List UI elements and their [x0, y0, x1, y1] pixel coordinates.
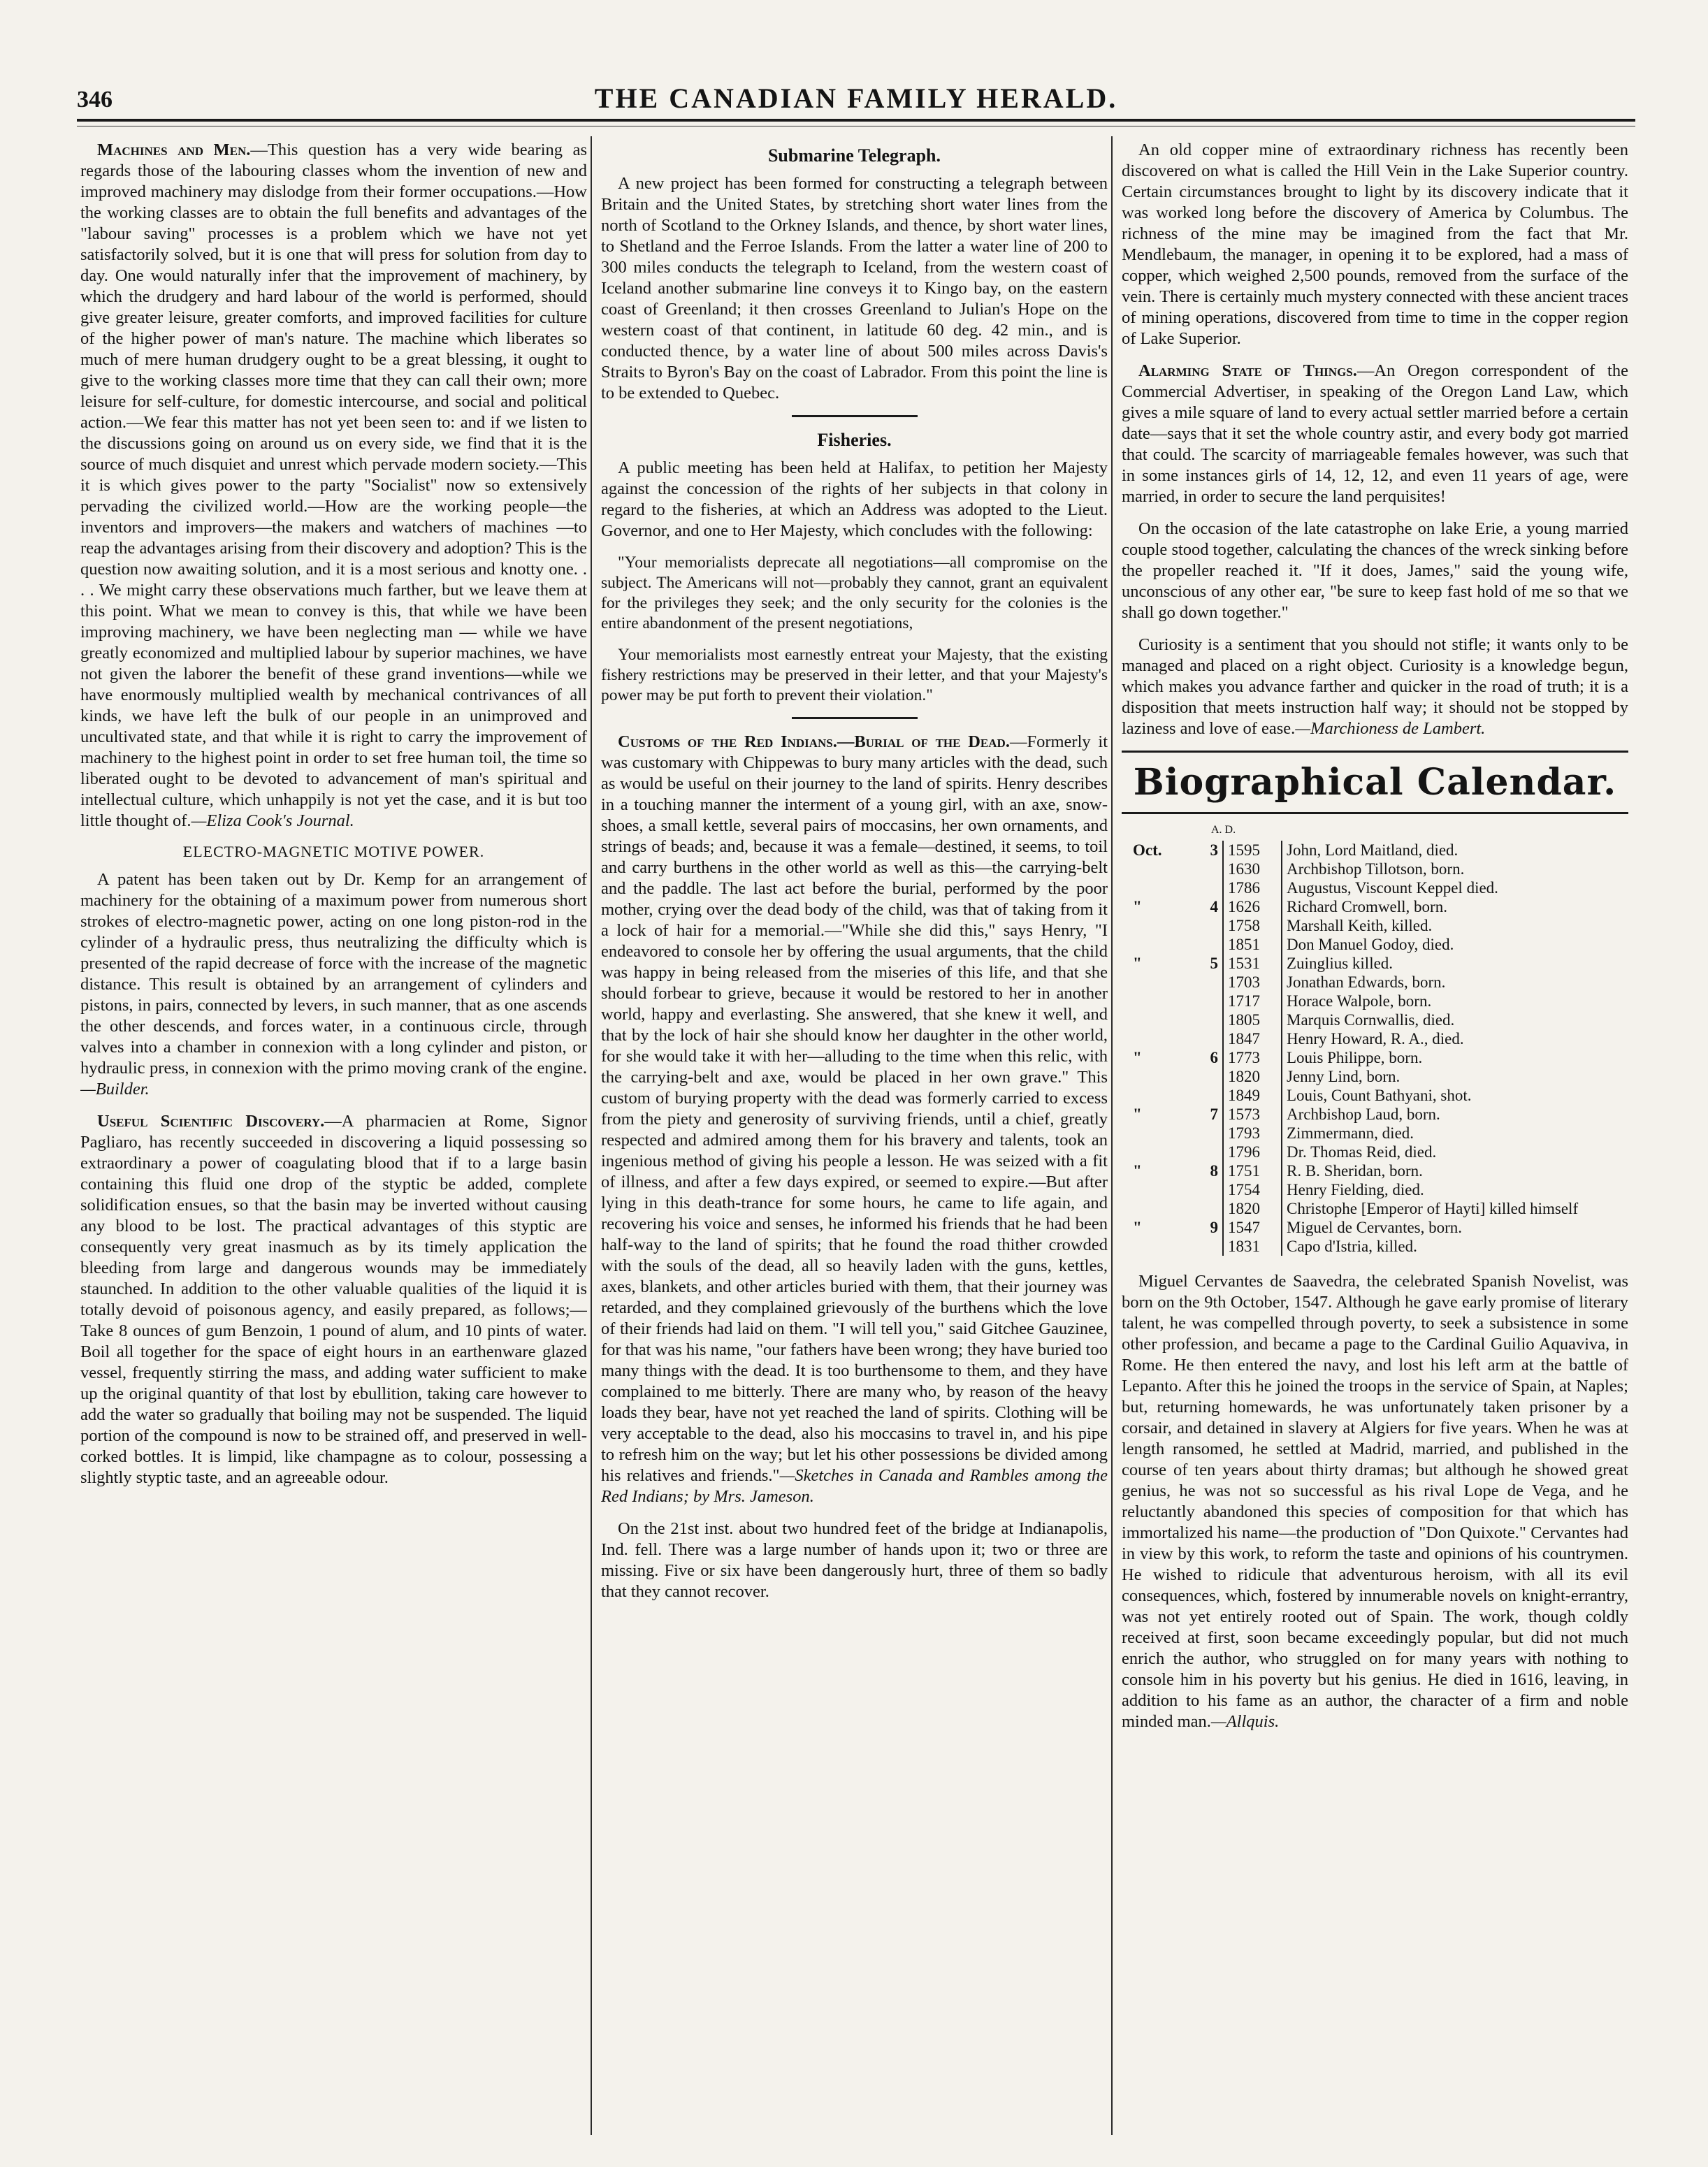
calendar-event: Marquis Cornwallis, died.: [1287, 1011, 1455, 1029]
calendar-year: 1851: [1223, 935, 1282, 954]
calendar-row: [1129, 916, 1619, 935]
calendar-row: [1129, 954, 1619, 973]
article-useful-discovery: [80, 1111, 587, 1488]
article-customs: [601, 732, 1108, 1507]
calendar-month: [1129, 1180, 1186, 1199]
calendar-day: [1186, 1237, 1223, 1256]
article-cervantes: [1122, 1271, 1628, 1732]
calendar-month: [1129, 916, 1186, 935]
calendar-year: 1751: [1223, 1161, 1282, 1180]
calendar-year: 1773: [1223, 1048, 1282, 1067]
calendar-month: [1129, 1237, 1186, 1256]
calendar-day: [1186, 1199, 1223, 1218]
calendar-title: Biographical Calendar.: [1122, 751, 1628, 814]
calendar-year: 1717: [1223, 992, 1282, 1010]
calendar-day: [1186, 973, 1223, 992]
calendar-event: Archbishop Laud, born.: [1287, 1106, 1440, 1123]
calendar-row: [1129, 1029, 1619, 1048]
column-divider: [1111, 136, 1113, 2135]
calendar-event: Don Manuel Godoy, died.: [1287, 936, 1454, 953]
calendar-month: [1129, 1029, 1186, 1048]
article-fisheries: A public meeting has been held at Halifax, to petition her Majesty against the concession of the rights of her subjects in that colony in regard to the fisheries, at which an Address was adopted to the Lieut. Governor, and one to Her Majesty, which concludes with the following:: [601, 458, 1108, 540]
calendar-month: ": [1133, 1049, 1142, 1066]
calendar-event: Marshall Keith, killed.: [1287, 917, 1433, 934]
article-body: —An Oregon correspondent of the Commercial Advertiser, in speaking of the Oregon Land Law, which gives a mile square of land to every actual settler married before a certain date—says that it set the whole country astir, and every body got married that could. The scarcity of marriageable females however, was such that in some instances girls of 14, 12, 12, and even 11 years of age, were married, in order to secure the land perquisites!: [1122, 361, 1628, 506]
page-number: 346: [77, 87, 113, 113]
calendar-row: [1129, 878, 1619, 897]
article-body: Miguel Cervantes de Saavedra, the celebrated Spanish Novelist, was born on the 9th October, 1547. Although he gave early promise of literary talent, he was compelled through poverty, to seek a subsistence in some other profession, and became a page to the Cardinal Guilio Aquaviva, in Rome. He then entered the navy, and lost his left arm at the battle of Lepanto. After this he joined the troops in the service of Spain, at Naples; but, returning homewards, he was unfortunately taken prisoner by a corsair, and detained in slavery at Algiers for five years. When he was at length ransomed, he settled at Madrid, married, and published in the course of ten years about thirty dramas; but although he showed great genius, he was not so successful as his rival Lope de Vega, and he reluctantly abandoned this species of composition for that which has immortalized his name—the production of "Don Quixote." Cervantes had in view by this work, to reform the taste and opinions of his countrymen. He wished to ridicule that adventurous heroism, with all its evil consequences, which, fostered by innumerable novels on knight-errantry, was not yet entirely rooted out of Spain. The work, though coldly received at first, soon became exceedingly popular, but did not much enrich the author, who struggled on for many years with nothing to console him in his poverty but his genius. He died in 1616, leaving, in addition to his fame as an author, the character of a firm and noble minded man.: [1122, 1272, 1628, 1731]
calendar-year: 1547: [1223, 1218, 1282, 1237]
calendar-year: 1820: [1223, 1199, 1282, 1218]
calendar-event: Jonathan Edwards, born.: [1287, 973, 1446, 991]
calendar-year: 1754: [1223, 1180, 1282, 1199]
column-middle: [601, 140, 1108, 2138]
calendar-event: Richard Cromwell, born.: [1287, 898, 1447, 915]
calendar-day: [1186, 1029, 1223, 1048]
calendar-row: [1129, 973, 1619, 992]
calendar-year: 1820: [1223, 1067, 1282, 1086]
fisheries-quote: Your memorialists most earnestly entreat your Majesty, that the existing fishery restrictions may be preserved in their letter, and that your Majesty's power may be put forth to prevent their violation.": [601, 646, 1108, 704]
calendar-day: [1186, 935, 1223, 954]
article-heading: Useful Scientific Discovery.: [97, 1112, 325, 1131]
column-right: [1122, 140, 1628, 2138]
article-bridge: On the 21st inst. about two hundred feet of the bridge at Indianapolis, Ind. fell. There was a large number of hands upon it; two or three are missing. Five or six have been dangerously hurt, three of them so badly that they cannot recover.: [601, 1519, 1108, 1601]
calendar-year: 1531: [1223, 954, 1282, 973]
calendar-event: Miguel de Cervantes, born.: [1287, 1219, 1463, 1236]
calendar-day: [1186, 878, 1223, 897]
calendar-year: 1793: [1223, 1124, 1282, 1143]
calendar-month: ": [1133, 955, 1142, 972]
calendar-month: [1129, 1199, 1186, 1218]
calendar-day: [1186, 1124, 1223, 1143]
calendar-event: Horace Walpole, born.: [1287, 992, 1432, 1010]
calendar-row: [1129, 1086, 1619, 1105]
calendar-day: [1186, 1067, 1223, 1086]
calendar-year: 1847: [1223, 1029, 1282, 1048]
calendar-row: [1129, 992, 1619, 1010]
calendar-event: Archbishop Tillotson, born.: [1287, 860, 1465, 878]
calendar-row: [1129, 1010, 1619, 1029]
article-curiosity: [1122, 635, 1628, 739]
calendar-row: [1129, 1161, 1619, 1180]
calendar-year: 1796: [1223, 1143, 1282, 1161]
calendar-day: 9: [1210, 1219, 1218, 1236]
calendar-row: [1129, 1180, 1619, 1199]
calendar-row: [1129, 897, 1619, 916]
column-divider: [591, 136, 592, 2135]
calendar-day: 8: [1210, 1162, 1218, 1180]
calendar-event: Henry Howard, R. A., died.: [1287, 1030, 1464, 1048]
article-heading: Customs of the Red Indians.—Burial of the Dead.: [618, 732, 1010, 751]
article-body: —This question has a very wide bearing as regards those of the labouring classes whom the invention of new and improved machinery may dislodge from their former occupations.—How the working classes are to obtain the full benefits and advantages of the "labour saving" processes is a problem which we have not yet satisfactorily solved, but it is one that will press for solution from day to day. One would naturally infer that the improvement of machinery, by which the drudgery and hard labour of the world is performed, should give greater leisure, greater comforts, and improved facilities for culture of the higher power of man's nature. The machine which liberates so much of mere human drudgery ought to be a great blessing, it ought to give to the working classes more time that they can call their own; more leisure for self-culture, for domestic intercourse, and social and political action.—We fear this matter has not yet been seen to: and if we listen to the discussions going on around us on every side, we find that it is the source of much disquiet and unrest which pervade modern society.—This it is which gives power to the party "Socialist" now so extensively pervading the civilized world.—How are the working people—the inventors and improvers—the makers and watchers of machines —to reap the advantages arising from their discovery and adoption? This is the question now awaiting solution, and it is a most serious and knotty one. . . . We might carry these observations much farther, but we leave them at this point. What we mean to convey is this, that while we have been improving machinery, we have been neglecting man — while we have greatly economized and multiplied labour by superior machines, we have not given the laborer the benefit of these grand inventions—while we have enormously multiplied wealth by mechanical contrivances of all kinds, we have left the bulk of our people in an unimproved and uncultivated state, and that while it is right to carry the improvement of machinery to the highest point in order to set free human toil, the time so liberated ought to be devoted to advancement of man's spiritual and intellectual culture, which unhappily is not yet the case, and it is but too little thought of.: [80, 140, 587, 830]
calendar-event: Augustus, Viscount Keppel died.: [1287, 879, 1498, 897]
calendar-day: 7: [1210, 1106, 1218, 1123]
calendar-day: [1186, 992, 1223, 1010]
article-telegraph: A new project has been formed for constructing a telegraph between Britain and the United States, by stretching short water lines from the north of Scotland to the Orkney Islands, and thence, by short water lines, to Shetland and the Ferroe Islands. From the latter a water line of 200 to 300 miles conducts the telegraph to Iceland, from the western coast of Iceland another submarine line conveys it to Kingo bay, on the eastern coast of Greenland; it then crosses Greenland to Julian's Hope on the western coast of that continent, in latitude 60 deg. 42 min., and is conducted thence, by a water line of about 500 miles across Davis's Straits to Byron's Bay on the coast of Labrador. From this point the line is to be extended to Quebec.: [601, 174, 1108, 403]
article-title-electro: ELECTRO-MAGNETIC MOTIVE POWER.: [182, 843, 485, 860]
article-body: Curiosity is a sentiment that you should not stifle; it wants only to be managed and placed on a right object. Curiosity is a knowledge begun, which makes you advance farther and quicker in the road of truth; it is a disposition that meets instruction half way; it should not be stopped by laziness and love of ease.: [1122, 635, 1628, 738]
article-source: —Eliza Cook's Journal.: [191, 811, 354, 830]
article-body: —Formerly it was customary with Chippewas to bury many articles with the dead, such as would be useful on their journey to the land of spirits. Henry describes in a touching manner the interment of a young girl, with an axe, snow-shoes, a small kettle, several pairs of moccasins, her own ornaments, and strings of beads; and, because it was a female—destined, it seems, to toil and carry burthens in the other world as well as this—the carrying-belt and the paddle. The last act before the burial, performed by the poor mother, crying over the dead body of the child, was that of taking from it a lock of hair for a memorial.—"While she did this," says Henry, "I endeavored to console her by offering the usual arguments, that the child was happy in being released from the miseries of this life, and that she should forbear to grieve, because it would be restored to her in another world, happy and everlasting. She answered, that she knew it well, and that by the lock of hair she should know her daughter in the other world, for she would take it with her—alluding to the time when this relic, with the carrying-belt and axe, would be placed in her own grave." This custom of burying property with the dead was formerly carried to excess from the piety and generosity of surviving friends, until a chief, greatly respected and admired among them for his bravery and talents, took an ingenious method of giving his people a lesson. He was seized with a fit of illness, and after a few days expired, or seemed to expire.—But after lying in this death-trance for some hours, he came to life again, and recovering his voice and senses, he informed his friends that he had been half-way to the land of spirits; that he found the road thither crowded with the souls of the dead, all so heavily laden with the guns, kettles, axes, blankets, and other articles buried with them, that their journey was retarded, and they complained grievously of the burthens which the love of their friends had laid on them. "I will tell you," said Gitchee Gauzinee, for that was his name, "our fathers have been wrong; they have buried too many things with the dead. It is too burthensome to them, and they have complained to me bitterly. There are many who, by reason of the heavy loads they bear, have not yet reached the land of spirits. Clothing will be very acceptable to the dead, also his moccasins to travel in, and his pipe to refresh him on the way; but let his other possessions be divided among his relatives and friends.": [601, 732, 1108, 1485]
calendar-year: 1573: [1223, 1105, 1282, 1124]
calendar-row: [1129, 1237, 1619, 1256]
calendar-row: [1129, 1218, 1619, 1237]
calendar-year: 1849: [1223, 1086, 1282, 1105]
calendar-row: [1129, 935, 1619, 954]
article-machines: [80, 140, 587, 832]
calendar-row: [1129, 1143, 1619, 1161]
section-rule: [792, 717, 918, 719]
calendar-row: [1129, 1199, 1619, 1218]
calendar-month: ": [1133, 1162, 1142, 1180]
article-electro: [80, 869, 587, 1100]
calendar-month: ": [1133, 1219, 1142, 1236]
article-body: A patent has been taken out by Dr. Kemp for an arrangement of machinery for the obtaining of a maximum power from numerous short strokes of electro-magnetic power, acting on one long piston-rod in the cylinder of a hydraulic press, thus neutralizing the difficulty which is presented of the rapid decrease of force with the increase of the magnetic distance. This result is obtained by an arrangement of cylinders and pistons, in pairs, connected by levers, in such manner, that as one ascends the other descends, and forces water, in a continuous circle, through valves into a chamber in connexion with a long cylinder and piston, or hydraulic press, in connexion with the primo moving crank of the engine.: [80, 870, 587, 1078]
calendar-event: Louis, Count Bathyani, shot.: [1287, 1087, 1472, 1104]
calendar-day: 5: [1210, 955, 1218, 972]
calendar-row: [1129, 860, 1619, 878]
calendar-day: [1186, 1143, 1223, 1161]
column-left: [80, 140, 587, 2138]
calendar-event: Christophe [Emperor of Hayti] killed himself: [1287, 1200, 1579, 1217]
article-copper-mine: An old copper mine of extraordinary richness has recently been discovered on what is called the Hill Vein in the Lake Superior country. Certain circumstances brought to light by its discovery indicate that it was worked long before the discovery of America by Columbus. The richness of the mine may be imagined from the fact that Mr. Mendlebaum, the manager, in opening it to be explored, had a mass of copper, which weighed 2,500 pounds, removed from the surface of the vein. There is certainly much mystery connected with these ancient traces of mining operations, discovered from time to time in the copper region of Lake Superior.: [1122, 140, 1628, 348]
page-header: [77, 77, 1635, 122]
article-source: —Sketches in Canada and Rambles among the Red Indians; by Mrs. Jameson.: [601, 1466, 1108, 1506]
calendar-event: Dr. Thomas Reid, died.: [1287, 1143, 1437, 1161]
calendar-day: [1186, 916, 1223, 935]
calendar-month: [1129, 935, 1186, 954]
article-source: —Builder.: [80, 1080, 150, 1099]
article-source: —Marchioness de Lambert.: [1295, 719, 1486, 738]
calendar-month: [1129, 973, 1186, 992]
calendar-month: [1129, 1143, 1186, 1161]
article-source: —Allquis.: [1210, 1712, 1280, 1731]
calendar-month: [1129, 860, 1186, 878]
biographical-calendar-table: [1129, 841, 1619, 1256]
calendar-event: Louis Philippe, born.: [1287, 1049, 1423, 1066]
masthead-title: THE CANADIAN FAMILY HERALD.: [594, 82, 1118, 114]
calendar-row: [1129, 1124, 1619, 1143]
calendar-month: [1129, 1010, 1186, 1029]
article-heading: Machines and Men.: [97, 140, 251, 159]
calendar-row: [1129, 1067, 1619, 1086]
calendar-day: [1186, 860, 1223, 878]
calendar-month: [1129, 1124, 1186, 1143]
calendar-month: [1129, 878, 1186, 897]
calendar-event: Zimmermann, died.: [1287, 1124, 1414, 1142]
article-body: —A pharmacien at Rome, Signor Pagliaro, has recently succeeded in discovering a liquid possessing so extraordinary a power of coagulating blood that if to a large basin containing this fluid one drop of the styptic be added, complete solidification ensues, so that the basin may be inverted without causing any blood to be lost. The practical advantages of this styptic are consequently very great inasmuch as by its timely application the bleeding from large and dangerous wounds may be immediately staunched. In addition to the other valuable qualities of the liquid it is totally devoid of poisonous agency, and easily prepared, as follows;—Take 8 ounces of gum Benzoin, 1 pound of alum, and 10 pints of water. Boil all together for the space of eight hours in an earthenware glazed vessel, frequently stirring the mass, and adding water sufficient to make up the original quantity of that lost by ebullition, taking care however to add the water so gradually that boiling may not be suspended. The liquid portion of the compound is now to be strained off, and preserved in well-corked bottles. It is limpid, like champagne as to colour, possessing a slightly styptic taste, and an agreeable odour.: [80, 1112, 587, 1487]
calendar-year: 1703: [1223, 973, 1282, 992]
calendar-year: 1630: [1223, 860, 1282, 878]
article-alarming-state: [1122, 361, 1628, 507]
article-title-telegraph: Submarine Telegraph.: [767, 145, 941, 166]
calendar-year: 1805: [1223, 1010, 1282, 1029]
calendar-month: [1129, 992, 1186, 1010]
calendar-day: [1186, 1086, 1223, 1105]
article-heading: Alarming State of Things.: [1138, 361, 1357, 380]
calendar-month: ": [1133, 898, 1142, 915]
calendar-event: Jenny Lind, born.: [1287, 1068, 1401, 1085]
calendar-day: 6: [1210, 1049, 1218, 1066]
article-title-fisheries: Fisheries.: [817, 430, 892, 450]
calendar-event: Zuinglius killed.: [1287, 955, 1394, 972]
calendar-month: [1129, 1067, 1186, 1086]
calendar-month: ": [1133, 1106, 1142, 1123]
calendar-month: Oct.: [1133, 841, 1162, 859]
calendar-day: [1186, 1010, 1223, 1029]
calendar-year: 1758: [1223, 916, 1282, 935]
calendar-event: R. B. Sheridan, born.: [1287, 1162, 1423, 1180]
calendar-event: Henry Fielding, died.: [1287, 1181, 1424, 1198]
calendar-day: 3: [1210, 841, 1218, 859]
fisheries-quote: "Your memorialists deprecate all negotiations—all compromise on the subject. The Americans will not—probably they cannot, grant an equivalent for the privileges they seek; and the only security for the colonies is the entire abandonment of the present negotiations,: [601, 553, 1108, 632]
calendar-day: 4: [1210, 898, 1218, 915]
calendar-event: John, Lord Maitland, died.: [1287, 841, 1459, 859]
calendar-year: 1786: [1223, 878, 1282, 897]
calendar-year-label: A. D.: [1211, 824, 1236, 836]
calendar-month: [1129, 1086, 1186, 1105]
calendar-row: [1129, 841, 1619, 860]
calendar-year: 1831: [1223, 1237, 1282, 1256]
calendar-row: [1129, 1105, 1619, 1124]
calendar-year: 1595: [1223, 841, 1282, 860]
calendar-event: Capo d'Istria, killed.: [1287, 1238, 1417, 1255]
calendar-row: [1129, 1048, 1619, 1067]
section-rule: [792, 415, 918, 417]
calendar-year: 1626: [1223, 897, 1282, 916]
article-lake-erie: On the occasion of the late catastrophe on lake Erie, a young married couple stood together, calculating the chances of the wreck sinking before the propeller reached it. "If it does, James," said the young wife, unconscious of any other ear, "be sure to keep fast hold of me so that we shall go down together.": [1122, 519, 1628, 622]
calendar-day: [1186, 1180, 1223, 1199]
